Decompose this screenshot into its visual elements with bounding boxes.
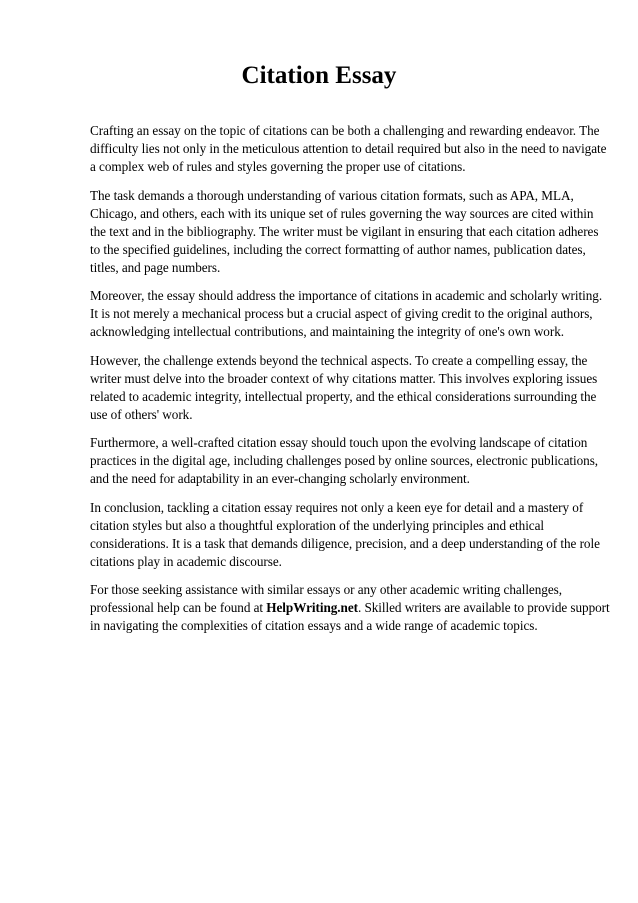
paragraph-citation-formats: The task demands a thorough understanding of various citation formats, such as APA, MLA, Chicago, and others, each with its unique set of rules governing the way sources are cited within the text and in the bibliography. The writer must be vigilant in ensuring that each citation adheres to the specified guidelines, including the correct formatting of author names, publication dates, titles, and page numbers. bbox=[90, 187, 599, 275]
paragraph-importance: Moreover, the essay should address the importance of citations in academic and scholarly writing. It is not merely a mechanical process but a crucial aspect of giving credit to the original authors, acknowledging intellectual contributions, and maintaining the integrity of one's own work. bbox=[90, 288, 603, 339]
paragraph-intro: Crafting an essay on the topic of citations can be both a challenging and rewarding endeavor. The difficulty lies not only in the meticulous attention to detail required but also in the need to navigate a complex web of rules and styles governing the proper use of citations. bbox=[90, 123, 607, 174]
essay-body bbox=[90, 122, 610, 646]
paragraph-broader-context: However, the challenge extends beyond the technical aspects. To create a compelling essay, the writer must delve into the broader context of why citations matter. This involves exploring issues related to academic integrity, intellectual property, and the ethical considerations surrounding the use of others' work. bbox=[90, 352, 598, 422]
paragraph-conclusion: In conclusion, tackling a citation essay requires not only a keen eye for detail and a mastery of citation styles but also a thoughtful exploration of the underlying principles and ethical considerations. It is a task that demands diligence, precision, and a deep understanding of the role citations play in academic discourse. bbox=[90, 499, 600, 569]
closing-text-after: . Skilled writers are available to provide support in navigating the complexities of citation essays and a wide range of academic topics. bbox=[90, 600, 610, 633]
paragraph-digital-age: Furthermore, a well-crafted citation essay should touch upon the evolving landscape of citation practices in the digital age, including challenges posed by online sources, electronic publications, and the need for adaptability in an ever-changing scholarly environment. bbox=[90, 435, 599, 486]
closing-text-before: For those seeking assistance with similar essays or any other academic writing challenges, professional help can be found at bbox=[90, 582, 562, 615]
page-title: Citation Essay bbox=[241, 62, 397, 89]
helpwriting-link[interactable]: HelpWriting.net bbox=[266, 600, 358, 615]
paragraph-closing bbox=[90, 581, 610, 635]
